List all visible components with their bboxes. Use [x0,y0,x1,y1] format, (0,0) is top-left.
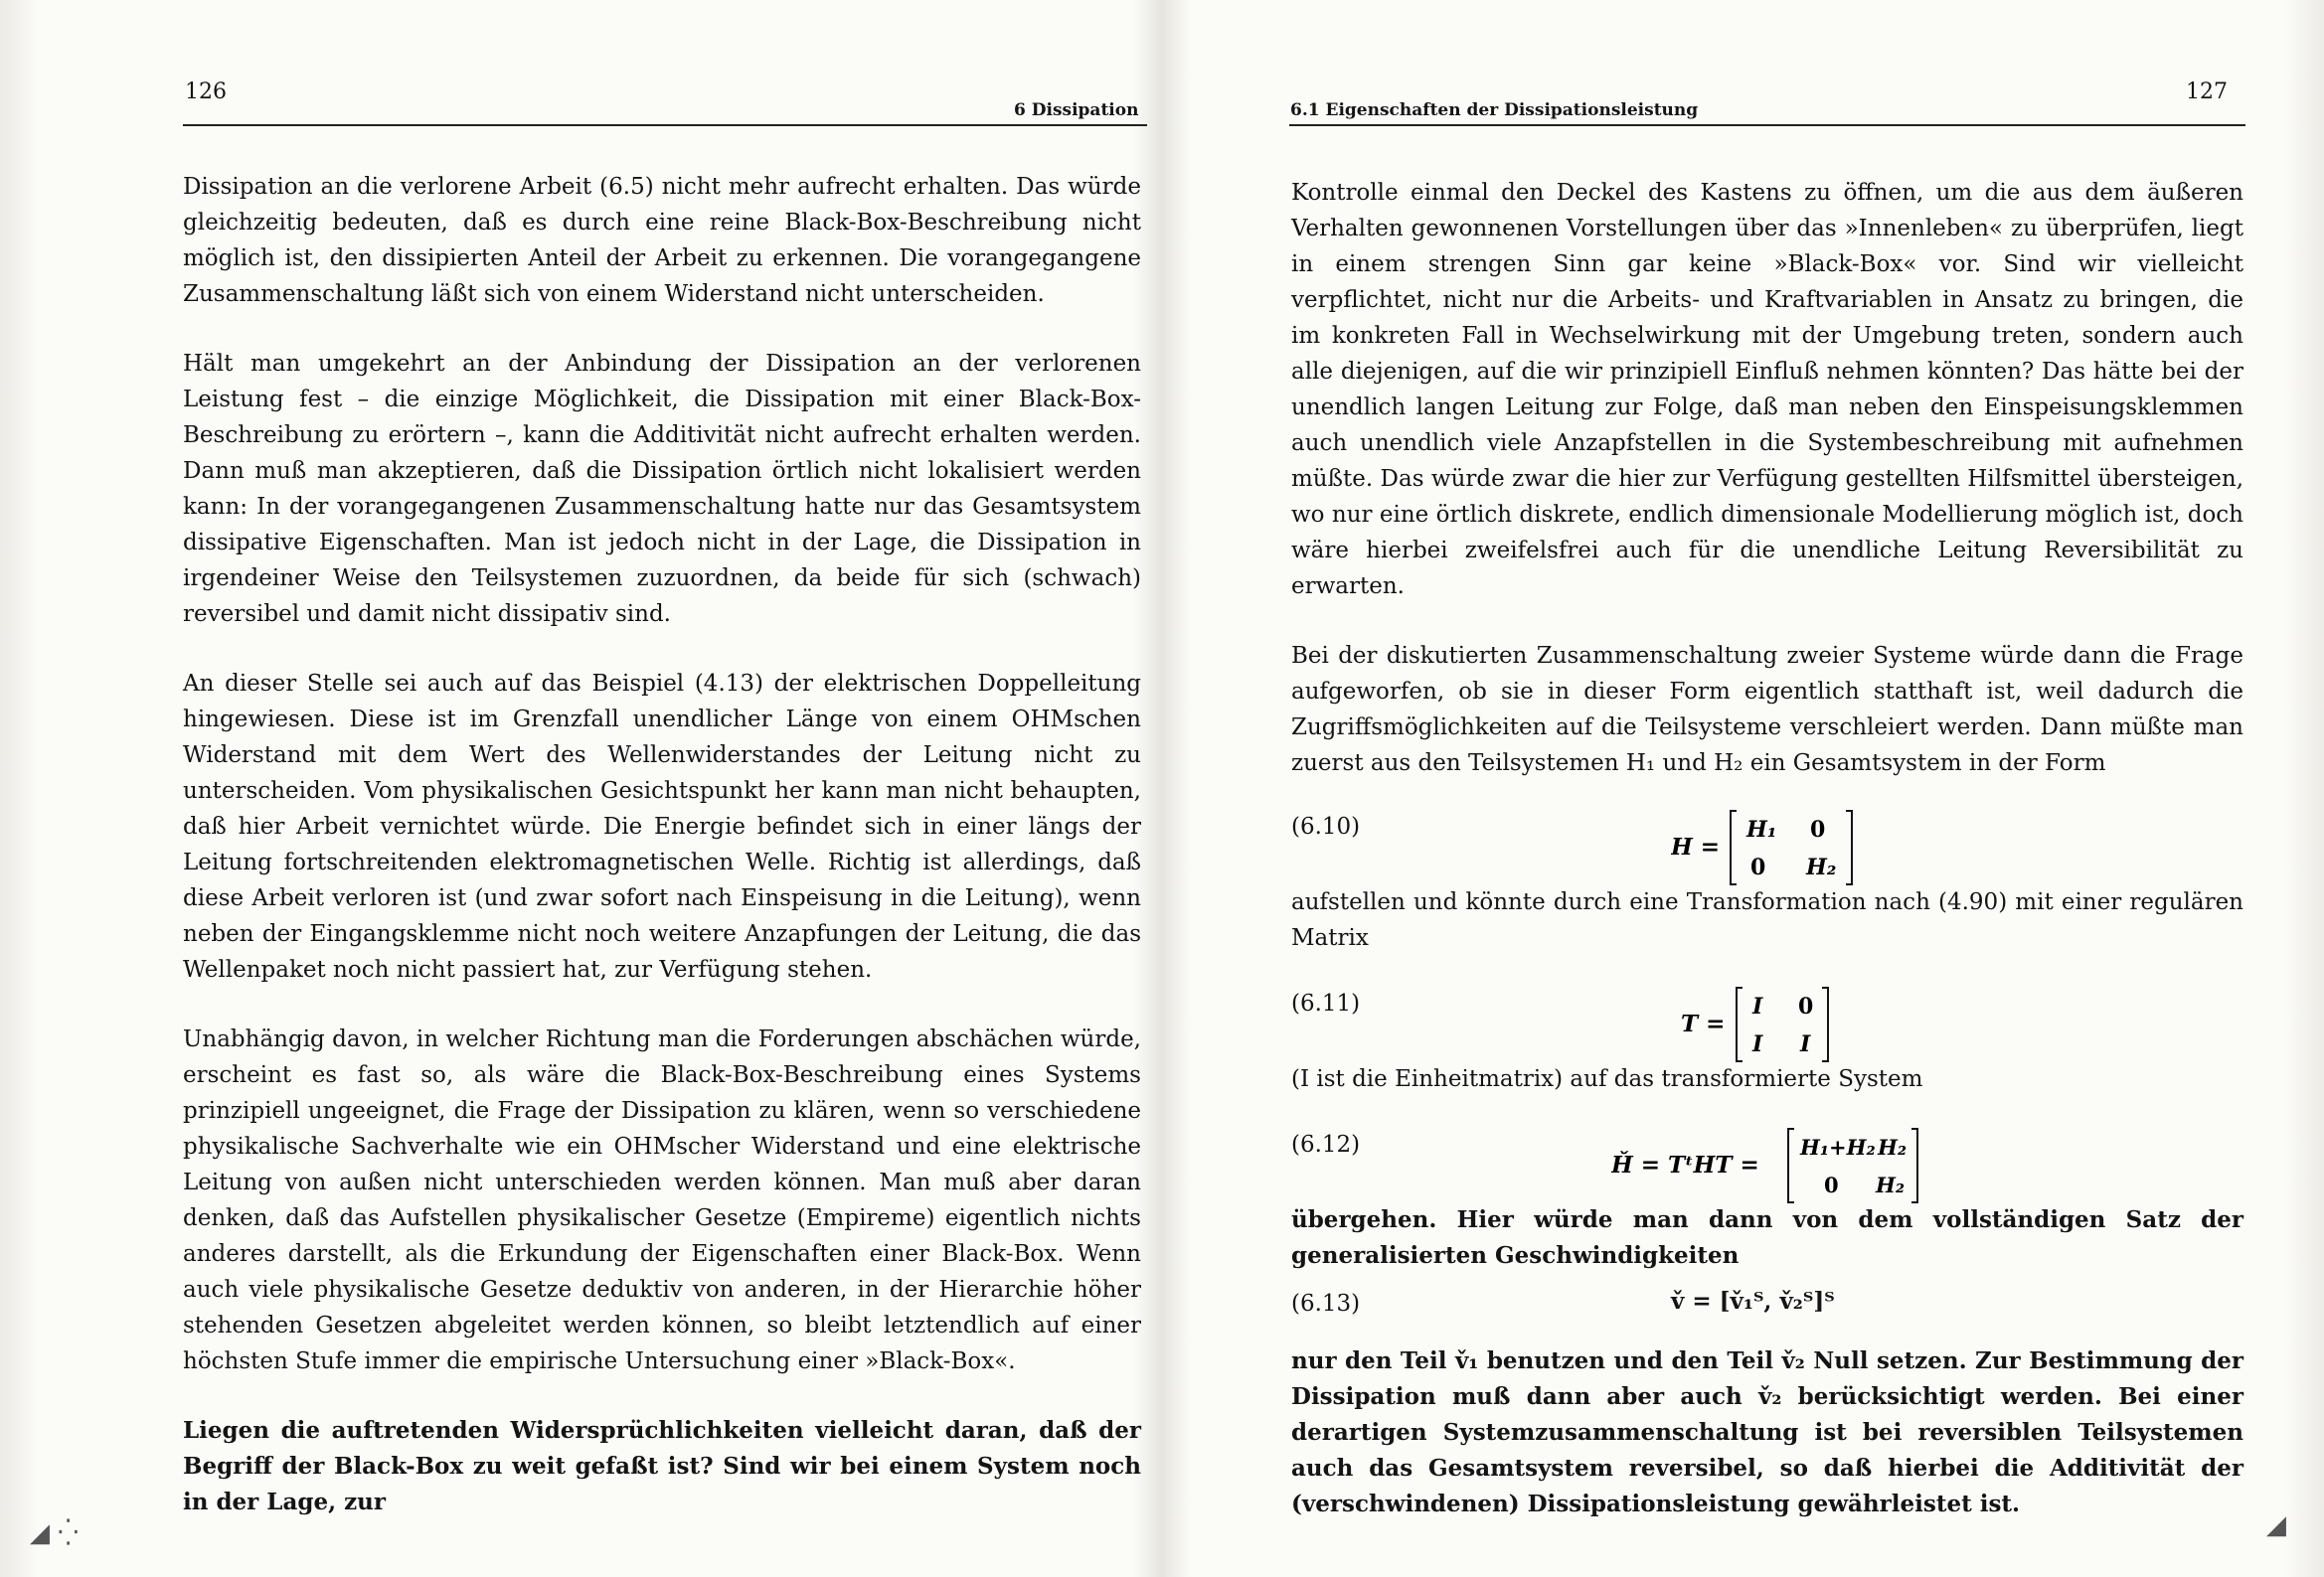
m21: I [1752,1031,1763,1057]
equation-number: (6.13) [1291,1291,1361,1317]
equation-number: (6.11) [1291,991,1361,1017]
equation-6-11 [1291,962,2243,1057]
paragraph: aufstellen und könnte durch eine Transformation nach (4.90) mit einer regulären Matrix [1291,889,2243,951]
m21: 0 [1750,855,1766,880]
m11: H₁+H₂ [1800,1135,1876,1160]
header-rule [183,124,1147,126]
right-page [1162,0,2324,1577]
equation-6-10 [1291,785,2243,880]
m11: I [1752,994,1763,1020]
matrix-t [1681,982,1860,1067]
paragraph: Kontrolle einmal den Deckel des Kastens zu öffnen, um die aus dem äußeren Verhalten gewonnenen Vorstellungen über das »Innenleben« zu überprüfen, liegt in einem strengen Sinn gar keine »Black-Box« vor. Sind wir vielleicht verpflichtet, nicht nur die Arbeits- und Kraftvariablen in Ansatz zu bringen, die im konkreten Fall in Wechselwirkung mit der Umgebung treten, sondern auch alle diejenigen, auf die wir prinzipiell Einfluß nehmen könnten? Das hätte bei der unendlich langen Leitung zur Folge, daß man neben den Einspeisungsklemmen auch unendlich viele Anzapfstellen in die Systembeschreibung mit aufnehmen müßte. Das würde zwar die hier zur Verfügung gestellten Hilfsmittel übersteigen, wo nur eine örtlich diskrete, endlich dimensionale Modellierung möglich ist, doch wäre hierbei zweifelsfrei auch für die unendliche Leitung Reversibilität zu erwarten. [1291,180,2243,599]
matrix-h-transformed [1611,1123,1929,1208]
m12: H₂ [1878,1135,1908,1160]
running-head: 6.1 Eigenschaften der Dissipationsleistung [1290,100,1699,120]
equation-number: (6.10) [1291,814,1361,840]
m11: H₁ [1746,817,1777,843]
text-column [1291,175,2243,1522]
lhs: Ȟ = TᵗHT = [1611,1152,1759,1179]
lhs: H = [1671,834,1721,861]
paragraph: Dissipation an die verlorene Arbeit (6.5) nicht mehr aufrecht erhalten. Das würde gleichzeitig bedeuten, daß es durch eine reine Black-Box-Beschreibung nicht möglich ist, den dissipierten Anteil der Arbeit zu erkennen. Die vorangegangene Zusammenschaltung läßt sich von einem Widerstand nicht unterscheiden. [183,174,1141,307]
m12: 0 [1798,994,1814,1020]
m12: 0 [1810,817,1826,843]
equation-6-13 [1291,1278,2243,1330]
equation-body [1681,982,1860,1078]
paragraph: übergehen. Hier würde man dann von dem vollständigen Satz der generalisierten Geschwindigkeiten [1291,1206,2243,1269]
m21: 0 [1824,1173,1839,1197]
lhs: T = [1681,1011,1726,1037]
header-rule [1289,124,2245,126]
paragraph: Unabhängig davon, in welcher Richtung man die Forderungen abschächen würde, erscheint es fast so, als wäre die Black-Box-Beschreibung eines Systems prinzipiell ungeeignet, die Frage der Dissipation zu klären, wenn so verschiedene physikalische Sachverhalte wie ein OHMscher Widerstand und eine elektrische Leitung von außen nicht unterschieden werden können. Man muß aber daran denken, daß das Aufstellen physikalischer Gesetze (Empireme) eigentlich nichts anderes darstellt, als die Erkundung der Eigenschaften einer Black-Box. Wenn auch viele physikalische Gesetze deduktiv von anderen, in der Hierarchie höher stehenden Gesetzen abgeleitet werden können, so bleibt letztendlich auf einer höchsten Stufe immer die empirische Untersuchung einer »Black-Box«. [183,1026,1141,1374]
page-number: 127 [2186,79,2228,104]
paragraph: Hält man umgekehrt an der Anbindung der Dissipation an der verlorenen Leistung fest – die einzige Möglichkeit, die Dissipation mit einer Black-Box-Beschreibung zu erörtern –, kann die Additivität nicht aufrecht erhalten werden. Dann muß man akzeptieren, daß die Dissipation örtlich nicht lokalisiert werden kann: In der vorangegangenen Zusammenschaltung hatte nur das Gesamtsystem dissipative Eigenschaften. Man ist jedoch nicht in der Lage, die Dissipation in irgendeiner Weise den Teilsystemen zuzuordnen, da beide für sich (schwach) reversibel und damit nicht dissipativ sind. [183,351,1141,627]
equation-body [1611,1123,1929,1219]
paragraph: nur den Teil v̌₁ benutzen und den Teil v̌₂ Null setzen. Zur Bestimmung der Dissipation muß dann aber auch v̌₂ berücksichtigt werden. Bei einer derartigen Systemzusammenschaltung ist bei reversiblen Teilsystemen auch das Gesamtsystem reversibel, so daß hierbei die Additivität der (verschwindenen) Dissipationsleistung gewährleistet ist. [1291,1347,2243,1517]
paragraph: An dieser Stelle sei auch auf das Beispiel (4.13) der elektrischen Doppelleitung hingewiesen. Diese ist im Grenzfall unendlicher Länge von einem OHMschen Widerstand mit dem Wert des Wellenwiderstandes der Leitung nicht zu unterscheiden. Vom physikalischen Gesichtspunkt her kann man nicht behaupten, daß hier Arbeit vernichtet würde. Die Energie befindet sich in einer längs der Leitung fortschreitenden elektromagnetischen Welle. Richtig ist allerdings, daß diese Arbeit verloren ist (und zwar sofort nach Einspeisung in die Leitung), wenn neben der Eingangsklemme nicht noch weitere Anzapfungen der Leitung, die das Wellenpaket noch nicht passiert hat, zur Verfügung stehen. [183,671,1141,983]
paragraph: Liegen die auftretenden Widersprüchlichkeiten vielleicht daran, daß der Begriff der Black-Box zu weit gefaßt ist? Sind wir bei einem System noch in der Lage, zur [183,1417,1141,1515]
text-column [183,169,1141,1520]
equation-body [1671,805,1870,901]
scan-artifact: ◢ [2266,1510,2286,1540]
page-number: 126 [185,79,227,104]
paragraph: Bei der diskutierten Zusammenschaltung zweier Systeme würde dann die Frage aufgeworfen, ob sie in dieser Form eigentlich statthaft ist, weil dadurch die Zugriffsmöglichkeiten auf die Teilsysteme verschleiert werden. Dann müßte man zuerst aus den Teilsystemen H₁ und H₂ ein Gesamtsystem in der Form [1291,643,2243,776]
equation-6-12 [1291,1103,2243,1197]
m22: I [1800,1031,1811,1057]
paragraph: (I ist die Einheitmatrix) auf das transformierte System [1291,1066,1923,1092]
m22: H₂ [1806,855,1837,880]
scan-artifact: ◢ ⁛ [30,1518,79,1548]
running-head: 6 Dissipation [1014,100,1139,120]
m22: H₂ [1876,1173,1906,1197]
equation-number: (6.12) [1291,1132,1361,1158]
equation-body: v̌ = [v̌₁ᵀ, v̌₂ᵀ]ᵀ [1671,1288,1835,1315]
matrix-h [1671,805,1870,890]
